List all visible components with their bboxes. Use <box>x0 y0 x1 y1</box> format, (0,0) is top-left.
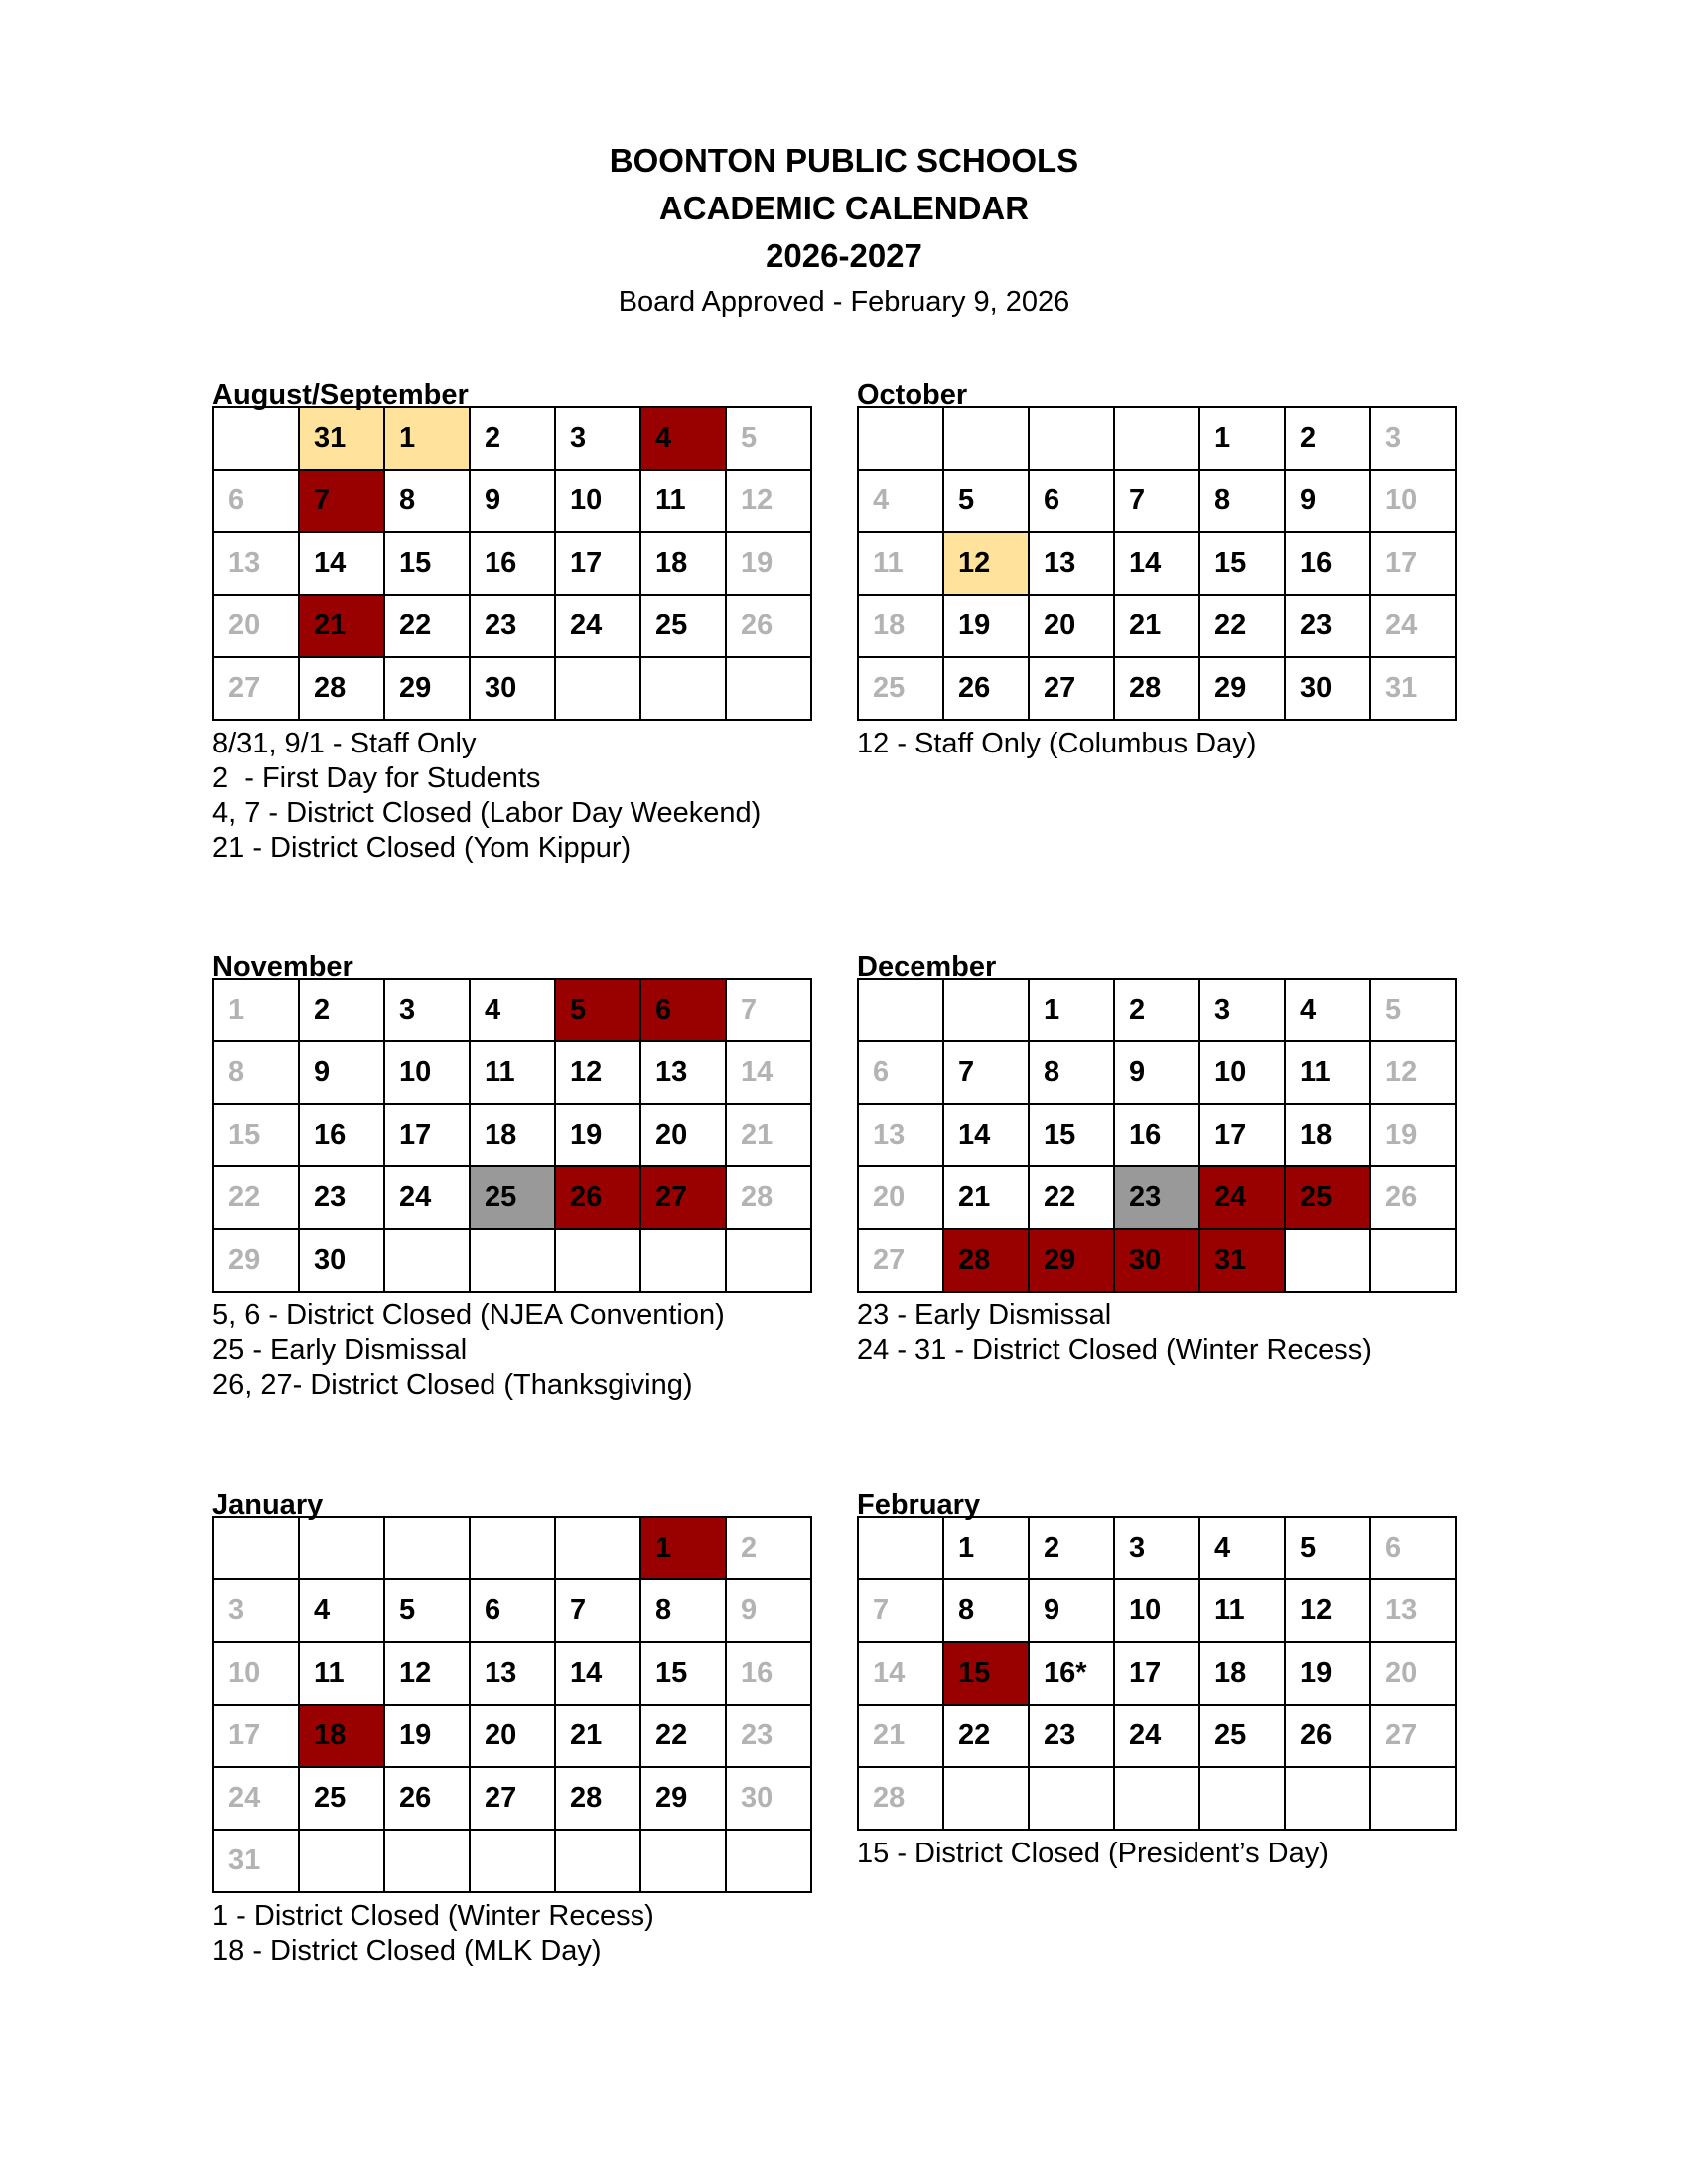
weekend-day-cell: 20 <box>1370 1642 1456 1705</box>
day-cell: 9 <box>470 470 555 532</box>
calendar-grid <box>212 978 812 1293</box>
day-cell: 16* <box>1029 1642 1114 1705</box>
month-note: 23 - Early Dismissal <box>857 1299 1112 1331</box>
weekend-day-cell: 28 <box>726 1166 811 1229</box>
month-title: August/September <box>212 379 469 411</box>
month-november <box>212 953 812 1403</box>
weekend-day-cell: 12 <box>1370 1041 1456 1104</box>
district-closed-day-cell: 5 <box>555 979 640 1041</box>
district-closed-day-cell: 31 <box>1199 1229 1285 1292</box>
calendar-week-row <box>213 595 811 657</box>
calendar-week-row <box>858 979 1456 1041</box>
calendar-grid <box>212 1516 812 1893</box>
weekend-day-cell: 5 <box>726 407 811 470</box>
day-cell: 26 <box>1285 1705 1370 1767</box>
calendar-week-row <box>213 979 811 1041</box>
weekend-day-cell: 20 <box>858 1166 943 1229</box>
early-dismissal-day-cell: 23 <box>1114 1166 1199 1229</box>
day-cell: 15 <box>1029 1104 1114 1166</box>
approval-date: Board Approved - February 9, 2026 <box>618 286 1070 318</box>
weekend-day-cell: 25 <box>858 657 943 720</box>
day-cell: 16 <box>1114 1104 1199 1166</box>
calendar-week-row <box>213 1104 811 1166</box>
month-october <box>857 381 1457 761</box>
weekend-day-cell: 29 <box>213 1229 299 1292</box>
day-cell: 27 <box>1029 657 1114 720</box>
weekend-day-cell: 7 <box>858 1579 943 1642</box>
day-cell: 19 <box>555 1104 640 1166</box>
district-closed-day-cell: 26 <box>555 1166 640 1229</box>
day-cell: 19 <box>384 1705 470 1767</box>
weekend-day-cell: 21 <box>726 1104 811 1166</box>
month-note: 8/31, 9/1 - Staff Only <box>212 728 477 759</box>
day-cell: 1 <box>1199 407 1285 470</box>
day-cell: 22 <box>943 1705 1029 1767</box>
day-cell: 21 <box>555 1705 640 1767</box>
weekend-day-cell: 10 <box>1370 470 1456 532</box>
district-closed-day-cell: 28 <box>943 1229 1029 1292</box>
month-notes <box>857 727 1457 761</box>
weekend-day-cell: 8 <box>213 1041 299 1104</box>
weekend-day-cell: 30 <box>726 1767 811 1830</box>
calendar-grid <box>857 406 1457 721</box>
empty-day-cell <box>384 1229 470 1292</box>
weekend-day-cell: 14 <box>726 1041 811 1104</box>
calendar-week-row <box>858 657 1456 720</box>
staff-only-day-cell: 31 <box>299 407 384 470</box>
day-cell: 17 <box>1199 1104 1285 1166</box>
school-year: 2026-2027 <box>766 237 922 274</box>
empty-day-cell <box>384 1517 470 1579</box>
day-cell: 6 <box>1029 470 1114 532</box>
calendar-week-row <box>213 1166 811 1229</box>
weekend-day-cell: 31 <box>213 1830 299 1892</box>
weekend-day-cell: 19 <box>726 532 811 595</box>
day-cell: 24 <box>1114 1705 1199 1767</box>
month-note: 1 - District Closed (Winter Recess) <box>212 1900 654 1932</box>
empty-day-cell <box>1370 1767 1456 1830</box>
calendar-week-row <box>213 1642 811 1705</box>
day-cell: 1 <box>943 1517 1029 1579</box>
empty-day-cell <box>1285 1767 1370 1830</box>
day-cell: 9 <box>299 1041 384 1104</box>
weekend-day-cell: 3 <box>1370 407 1456 470</box>
weekend-day-cell: 3 <box>213 1579 299 1642</box>
day-cell: 4 <box>1199 1517 1285 1579</box>
weekend-day-cell: 14 <box>858 1642 943 1705</box>
month-note: 26, 27- District Closed (Thanksgiving) <box>212 1369 693 1401</box>
empty-day-cell <box>299 1830 384 1892</box>
empty-day-cell <box>1285 1229 1370 1292</box>
calendar-week-row <box>213 657 811 720</box>
calendar-week-row <box>213 1517 811 1579</box>
weekend-day-cell: 5 <box>1370 979 1456 1041</box>
weekend-day-cell: 10 <box>213 1642 299 1705</box>
day-cell: 30 <box>1285 657 1370 720</box>
day-cell: 23 <box>299 1166 384 1229</box>
day-cell: 7 <box>1114 470 1199 532</box>
day-cell: 4 <box>299 1579 384 1642</box>
day-cell: 4 <box>470 979 555 1041</box>
day-cell: 24 <box>555 595 640 657</box>
day-cell: 14 <box>299 532 384 595</box>
empty-day-cell <box>1114 1767 1199 1830</box>
day-cell: 3 <box>1199 979 1285 1041</box>
weekend-day-cell: 24 <box>213 1767 299 1830</box>
day-cell: 11 <box>640 470 726 532</box>
month-notes <box>857 1298 1457 1368</box>
weekend-day-cell: 9 <box>726 1579 811 1642</box>
day-cell: 25 <box>640 595 726 657</box>
calendar-week-row <box>858 595 1456 657</box>
day-cell: 18 <box>640 532 726 595</box>
day-cell: 17 <box>384 1104 470 1166</box>
empty-day-cell <box>555 1517 640 1579</box>
day-cell: 10 <box>384 1041 470 1104</box>
weekend-day-cell: 19 <box>1370 1104 1456 1166</box>
weekend-day-cell: 6 <box>858 1041 943 1104</box>
empty-day-cell <box>555 1229 640 1292</box>
empty-day-cell <box>726 657 811 720</box>
day-cell: 9 <box>1114 1041 1199 1104</box>
empty-day-cell <box>470 1830 555 1892</box>
day-cell: 10 <box>555 470 640 532</box>
day-cell: 17 <box>555 532 640 595</box>
calendar-grid <box>857 1516 1457 1831</box>
calendar-week-row <box>858 1579 1456 1642</box>
day-cell: 28 <box>555 1767 640 1830</box>
day-cell: 29 <box>640 1767 726 1830</box>
weekend-day-cell: 11 <box>858 532 943 595</box>
empty-day-cell <box>1029 1767 1114 1830</box>
day-cell: 3 <box>555 407 640 470</box>
weekend-day-cell: 7 <box>726 979 811 1041</box>
weekend-day-cell: 28 <box>858 1767 943 1830</box>
calendar-week-row <box>858 1705 1456 1767</box>
month-notes <box>212 1298 812 1403</box>
month-note: 5, 6 - District Closed (NJEA Convention) <box>212 1299 725 1331</box>
empty-day-cell <box>1114 407 1199 470</box>
day-cell: 20 <box>640 1104 726 1166</box>
month-notes <box>212 1899 812 1969</box>
empty-day-cell <box>1370 1229 1456 1292</box>
day-cell: 18 <box>470 1104 555 1166</box>
weekend-day-cell: 17 <box>213 1705 299 1767</box>
day-cell: 7 <box>943 1041 1029 1104</box>
district-closed-day-cell: 7 <box>299 470 384 532</box>
month-december <box>857 953 1457 1368</box>
district-closed-day-cell: 24 <box>1199 1166 1285 1229</box>
calendar-week-row <box>213 1579 811 1642</box>
weekend-day-cell: 13 <box>858 1104 943 1166</box>
weekend-day-cell: 22 <box>213 1166 299 1229</box>
calendar-week-row <box>213 470 811 532</box>
day-cell: 13 <box>1029 532 1114 595</box>
day-cell: 25 <box>299 1767 384 1830</box>
day-cell: 12 <box>555 1041 640 1104</box>
day-cell: 18 <box>1285 1104 1370 1166</box>
empty-day-cell <box>213 407 299 470</box>
month-title: November <box>212 951 353 983</box>
day-cell: 21 <box>1114 595 1199 657</box>
day-cell: 8 <box>384 470 470 532</box>
calendar-week-row <box>858 407 1456 470</box>
district-closed-day-cell: 15 <box>943 1642 1029 1705</box>
day-cell: 19 <box>1285 1642 1370 1705</box>
day-cell: 20 <box>470 1705 555 1767</box>
district-closed-day-cell: 27 <box>640 1166 726 1229</box>
day-cell: 11 <box>1285 1041 1370 1104</box>
month-note: 25 - Early Dismissal <box>212 1334 468 1366</box>
day-cell: 2 <box>470 407 555 470</box>
month-note: 18 - District Closed (MLK Day) <box>212 1935 602 1967</box>
day-cell: 19 <box>943 595 1029 657</box>
month-note: 15 - District Closed (President’s Day) <box>857 1838 1329 1869</box>
day-cell: 8 <box>943 1579 1029 1642</box>
day-cell: 5 <box>1285 1517 1370 1579</box>
day-cell: 9 <box>1285 470 1370 532</box>
day-cell: 13 <box>640 1041 726 1104</box>
empty-day-cell <box>1199 1767 1285 1830</box>
day-cell: 3 <box>384 979 470 1041</box>
district-closed-day-cell: 21 <box>299 595 384 657</box>
weekend-day-cell: 16 <box>726 1642 811 1705</box>
day-cell: 21 <box>943 1166 1029 1229</box>
weekend-day-cell: 12 <box>726 470 811 532</box>
empty-day-cell <box>640 657 726 720</box>
empty-day-cell <box>1029 407 1114 470</box>
day-cell: 11 <box>470 1041 555 1104</box>
day-cell: 5 <box>384 1579 470 1642</box>
day-cell: 18 <box>1199 1642 1285 1705</box>
weekend-day-cell: 21 <box>858 1705 943 1767</box>
empty-day-cell <box>943 1767 1029 1830</box>
calendar-week-row <box>213 532 811 595</box>
day-cell: 14 <box>943 1104 1029 1166</box>
day-cell: 2 <box>1285 407 1370 470</box>
day-cell: 22 <box>1199 595 1285 657</box>
day-cell: 9 <box>1029 1579 1114 1642</box>
month-title: January <box>212 1489 324 1521</box>
month-note: 4, 7 - District Closed (Labor Day Weekend) <box>212 797 762 829</box>
weekend-day-cell: 23 <box>726 1705 811 1767</box>
district-closed-day-cell: 29 <box>1029 1229 1114 1292</box>
district-closed-day-cell: 25 <box>1285 1166 1370 1229</box>
day-cell: 4 <box>1285 979 1370 1041</box>
day-cell: 13 <box>470 1642 555 1705</box>
month-february <box>857 1491 1457 1871</box>
district-closed-day-cell: 1 <box>640 1517 726 1579</box>
weekend-day-cell: 27 <box>213 657 299 720</box>
day-cell: 24 <box>384 1166 470 1229</box>
district-closed-day-cell: 4 <box>640 407 726 470</box>
month-note: 2 - First Day for Students <box>212 762 541 794</box>
early-dismissal-day-cell: 25 <box>470 1166 555 1229</box>
weekend-day-cell: 15 <box>213 1104 299 1166</box>
empty-day-cell <box>470 1517 555 1579</box>
calendar-week-row <box>213 1229 811 1292</box>
weekend-day-cell: 26 <box>726 595 811 657</box>
weekend-day-cell: 27 <box>1370 1705 1456 1767</box>
day-cell: 15 <box>384 532 470 595</box>
day-cell: 17 <box>1114 1642 1199 1705</box>
weekend-day-cell: 18 <box>858 595 943 657</box>
weekend-day-cell: 26 <box>1370 1166 1456 1229</box>
day-cell: 14 <box>555 1642 640 1705</box>
empty-day-cell <box>640 1830 726 1892</box>
day-cell: 12 <box>384 1642 470 1705</box>
day-cell: 16 <box>1285 532 1370 595</box>
day-cell: 26 <box>384 1767 470 1830</box>
calendar-week-row <box>858 1517 1456 1579</box>
day-cell: 6 <box>470 1579 555 1642</box>
staff-only-day-cell: 1 <box>384 407 470 470</box>
day-cell: 29 <box>1199 657 1285 720</box>
day-cell: 2 <box>1029 1517 1114 1579</box>
district-closed-day-cell: 30 <box>1114 1229 1199 1292</box>
empty-day-cell <box>858 979 943 1041</box>
empty-day-cell <box>213 1517 299 1579</box>
empty-day-cell <box>470 1229 555 1292</box>
empty-day-cell <box>726 1830 811 1892</box>
day-cell: 1 <box>1029 979 1114 1041</box>
calendar-week-row <box>213 1041 811 1104</box>
calendar-header <box>0 137 1688 324</box>
day-cell: 3 <box>1114 1517 1199 1579</box>
weekend-day-cell: 2 <box>726 1517 811 1579</box>
weekend-day-cell: 13 <box>213 532 299 595</box>
month-notes <box>212 727 812 866</box>
weekend-day-cell: 20 <box>213 595 299 657</box>
calendar-week-row <box>858 470 1456 532</box>
weekend-day-cell: 13 <box>1370 1579 1456 1642</box>
empty-day-cell <box>555 1830 640 1892</box>
day-cell: 30 <box>299 1229 384 1292</box>
day-cell: 23 <box>470 595 555 657</box>
day-cell: 29 <box>384 657 470 720</box>
empty-day-cell <box>299 1517 384 1579</box>
day-cell: 22 <box>1029 1166 1114 1229</box>
month-title: February <box>857 1489 981 1521</box>
weekend-day-cell: 17 <box>1370 532 1456 595</box>
empty-day-cell <box>943 979 1029 1041</box>
day-cell: 16 <box>470 532 555 595</box>
weekend-day-cell: 31 <box>1370 657 1456 720</box>
day-cell: 5 <box>943 470 1029 532</box>
month-note: 21 - District Closed (Yom Kippur) <box>212 832 632 864</box>
day-cell: 10 <box>1114 1579 1199 1642</box>
day-cell: 22 <box>384 595 470 657</box>
day-cell: 23 <box>1029 1705 1114 1767</box>
calendar-grid <box>857 978 1457 1293</box>
month-notes <box>857 1837 1457 1871</box>
day-cell: 7 <box>555 1579 640 1642</box>
month-january <box>212 1491 812 1969</box>
month-august-september <box>212 381 812 866</box>
district-closed-day-cell: 6 <box>640 979 726 1041</box>
day-cell: 15 <box>1199 532 1285 595</box>
calendar-week-row <box>213 407 811 470</box>
calendar-week-row <box>858 1166 1456 1229</box>
day-cell: 14 <box>1114 532 1199 595</box>
day-cell: 26 <box>943 657 1029 720</box>
month-note: 12 - Staff Only (Columbus Day) <box>857 728 1257 759</box>
empty-day-cell <box>858 407 943 470</box>
district-closed-day-cell: 18 <box>299 1705 384 1767</box>
day-cell: 27 <box>470 1767 555 1830</box>
month-note: 24 - 31 - District Closed (Winter Recess) <box>857 1334 1372 1366</box>
calendar-week-row <box>858 1642 1456 1705</box>
calendar-week-row <box>858 532 1456 595</box>
day-cell: 2 <box>299 979 384 1041</box>
month-title: October <box>857 379 968 411</box>
empty-day-cell <box>384 1830 470 1892</box>
calendar-week-row <box>213 1705 811 1767</box>
district-name: BOONTON PUBLIC SCHOOLS <box>609 142 1079 179</box>
day-cell: 28 <box>1114 657 1199 720</box>
calendar-grid <box>212 406 812 721</box>
empty-day-cell <box>858 1517 943 1579</box>
day-cell: 15 <box>640 1642 726 1705</box>
weekend-day-cell: 24 <box>1370 595 1456 657</box>
day-cell: 30 <box>470 657 555 720</box>
calendar-week-row <box>858 1104 1456 1166</box>
weekend-day-cell: 6 <box>1370 1517 1456 1579</box>
day-cell: 23 <box>1285 595 1370 657</box>
document-title: ACADEMIC CALENDAR <box>658 190 1030 226</box>
calendar-week-row <box>858 1229 1456 1292</box>
month-title: December <box>857 951 997 983</box>
calendar-week-row <box>858 1041 1456 1104</box>
day-cell: 12 <box>1285 1579 1370 1642</box>
staff-only-day-cell: 12 <box>943 532 1029 595</box>
weekend-day-cell: 27 <box>858 1229 943 1292</box>
calendar-week-row <box>213 1767 811 1830</box>
day-cell: 10 <box>1199 1041 1285 1104</box>
empty-day-cell <box>726 1229 811 1292</box>
weekend-day-cell: 6 <box>213 470 299 532</box>
empty-day-cell <box>555 657 640 720</box>
day-cell: 11 <box>299 1642 384 1705</box>
day-cell: 16 <box>299 1104 384 1166</box>
calendar-week-row <box>858 1767 1456 1830</box>
weekend-day-cell: 4 <box>858 470 943 532</box>
calendar-week-row <box>213 1830 811 1892</box>
day-cell: 8 <box>1029 1041 1114 1104</box>
day-cell: 2 <box>1114 979 1199 1041</box>
empty-day-cell <box>640 1229 726 1292</box>
day-cell: 25 <box>1199 1705 1285 1767</box>
empty-day-cell <box>943 407 1029 470</box>
weekend-day-cell: 1 <box>213 979 299 1041</box>
day-cell: 8 <box>640 1579 726 1642</box>
day-cell: 20 <box>1029 595 1114 657</box>
day-cell: 8 <box>1199 470 1285 532</box>
day-cell: 28 <box>299 657 384 720</box>
day-cell: 11 <box>1199 1579 1285 1642</box>
day-cell: 22 <box>640 1705 726 1767</box>
